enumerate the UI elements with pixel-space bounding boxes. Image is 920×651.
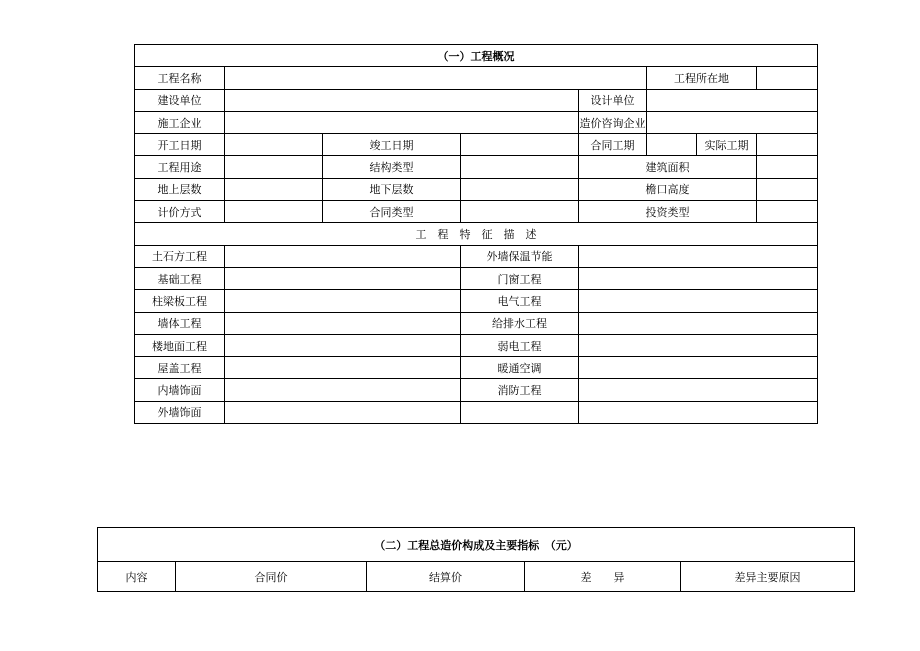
project-overview-table [134, 44, 818, 424]
label-design-unit: 设计单位 [579, 89, 647, 111]
label-construction-company: 施工企业 [135, 111, 225, 133]
feature-label: 墙体工程 [135, 312, 225, 334]
feature-label: 柱梁板工程 [135, 290, 225, 312]
feature-row [135, 245, 818, 267]
value-construction-company[interactable] [225, 111, 579, 133]
label-completion-date: 竣工日期 [323, 134, 461, 156]
feature-value[interactable] [225, 245, 461, 267]
feature-value[interactable] [579, 334, 818, 356]
col-content: 内容 [98, 562, 176, 592]
feature-value[interactable] [225, 267, 461, 289]
feature-label [461, 401, 579, 423]
feature-row [135, 357, 818, 379]
feature-value[interactable] [579, 267, 818, 289]
feature-value[interactable] [225, 401, 461, 423]
feature-row [135, 312, 818, 334]
feature-label: 电气工程 [461, 290, 579, 312]
label-contract-type: 合同类型 [323, 201, 461, 223]
feature-label: 暖通空调 [461, 357, 579, 379]
feature-row [135, 379, 818, 401]
label-project-name: 工程名称 [135, 67, 225, 89]
feature-label: 屋盖工程 [135, 357, 225, 379]
feature-label: 基础工程 [135, 267, 225, 289]
value-project-use[interactable] [225, 156, 323, 178]
label-building-area: 建筑面积 [579, 156, 757, 178]
label-floors-below: 地下层数 [323, 178, 461, 200]
value-floors-below[interactable] [461, 178, 579, 200]
feature-value[interactable] [579, 290, 818, 312]
feature-row [135, 290, 818, 312]
label-investment-type: 投资类型 [579, 201, 757, 223]
feature-value[interactable] [579, 245, 818, 267]
feature-value[interactable] [225, 312, 461, 334]
value-actual-period[interactable] [757, 134, 818, 156]
feature-section-title: 工 程 特 征 描 述 [135, 223, 818, 245]
feature-label: 门窗工程 [461, 267, 579, 289]
feature-value[interactable] [225, 357, 461, 379]
feature-value[interactable] [579, 312, 818, 334]
value-project-location[interactable] [757, 67, 818, 89]
value-project-name[interactable] [225, 67, 647, 89]
value-completion-date[interactable] [461, 134, 579, 156]
label-project-location: 工程所在地 [647, 67, 757, 89]
feature-value[interactable] [225, 379, 461, 401]
feature-row [135, 267, 818, 289]
value-investment-type[interactable] [757, 201, 818, 223]
value-cost-consulting[interactable] [647, 111, 818, 133]
label-construction-unit: 建设单位 [135, 89, 225, 111]
feature-label: 外墙保温节能 [461, 245, 579, 267]
label-structure-type: 结构类型 [323, 156, 461, 178]
label-pricing-method: 计价方式 [135, 201, 225, 223]
feature-label: 给排水工程 [461, 312, 579, 334]
value-structure-type[interactable] [461, 156, 579, 178]
feature-value[interactable] [579, 379, 818, 401]
feature-label: 土石方工程 [135, 245, 225, 267]
col-difference-reason: 差异主要原因 [681, 562, 855, 592]
value-floors-above[interactable] [225, 178, 323, 200]
label-floors-above: 地上层数 [135, 178, 225, 200]
value-building-area[interactable] [757, 156, 818, 178]
label-project-use: 工程用途 [135, 156, 225, 178]
label-actual-period: 实际工期 [697, 134, 757, 156]
col-difference: 差 异 [525, 562, 681, 592]
feature-label: 消防工程 [461, 379, 579, 401]
cost-composition-table [97, 527, 855, 592]
feature-row [135, 401, 818, 423]
feature-value[interactable] [579, 401, 818, 423]
feature-row [135, 334, 818, 356]
feature-label: 外墙饰面 [135, 401, 225, 423]
feature-label: 内墙饰面 [135, 379, 225, 401]
value-contract-type[interactable] [461, 201, 579, 223]
overview-title: （一）工程概况 [135, 45, 818, 67]
feature-value[interactable] [225, 334, 461, 356]
label-start-date: 开工日期 [135, 134, 225, 156]
value-pricing-method[interactable] [225, 201, 323, 223]
feature-value[interactable] [225, 290, 461, 312]
label-cost-consulting: 造价咨询企业 [579, 111, 647, 133]
value-start-date[interactable] [225, 134, 323, 156]
label-eave-height: 檐口高度 [579, 178, 757, 200]
label-contract-period: 合同工期 [579, 134, 647, 156]
value-eave-height[interactable] [757, 178, 818, 200]
col-settlement-price: 结算价 [367, 562, 525, 592]
col-contract-price: 合同价 [176, 562, 367, 592]
feature-value[interactable] [579, 357, 818, 379]
value-contract-period[interactable] [647, 134, 697, 156]
value-design-unit[interactable] [647, 89, 818, 111]
value-construction-unit[interactable] [225, 89, 579, 111]
feature-label: 楼地面工程 [135, 334, 225, 356]
feature-label: 弱电工程 [461, 334, 579, 356]
cost-title: （二）工程总造价构成及主要指标 （元） [98, 528, 855, 562]
